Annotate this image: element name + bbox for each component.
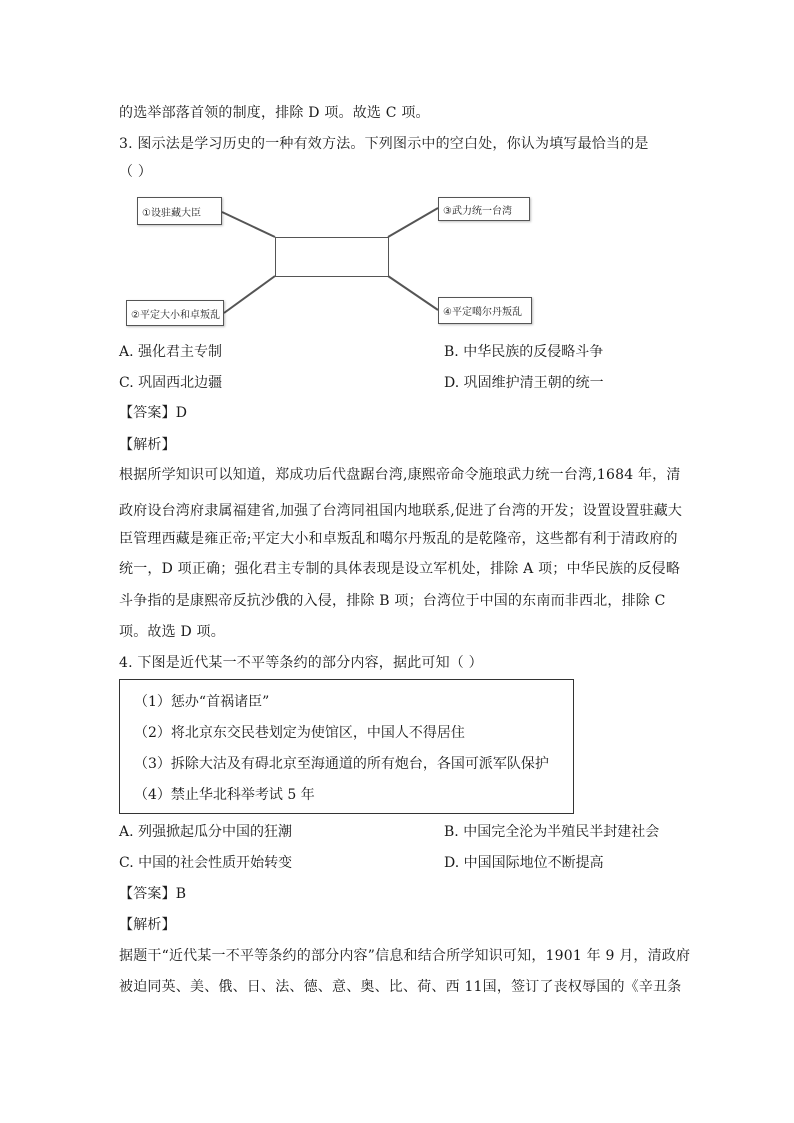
treaty-item: （3）拆除大沽及有碍北京至海通道的所有炮台，各国可派军队保护 xyxy=(134,756,549,772)
q4-answer: 【答案】B xyxy=(119,886,187,902)
q4-option-d: D. 中国国际地位不断提高 xyxy=(444,855,604,871)
q3-analysis-line: 臣管理西藏是雍正帝;平定大小和卓叛乱和噶尔丹叛乱的是乾隆帝，这些都有利于清政府的 xyxy=(119,531,678,547)
q4-option-b: B. 中国完全沦为半殖民半封建社会 xyxy=(444,824,660,840)
q3-analysis-line: 根据所学知识可以知道，郑成功后代盘踞台湾,康熙帝命令施琅武力统一台湾,1684 年，清 xyxy=(119,467,681,483)
q4-treaty-box xyxy=(119,679,574,814)
q3-option-b: B. 中华民族的反侵略斗争 xyxy=(444,344,604,360)
diagram-box-1: ①设驻藏大臣 xyxy=(137,197,222,225)
q3-analysis-line: 项。故选 D 项。 xyxy=(119,624,225,640)
q3-analysis-line: 斗争指的是康熙帝反抗沙俄的入侵，排除 B 项；台湾位于中国的东南而非西北，排除 C xyxy=(119,593,666,609)
q4-stem: 4. 下图是近代某一不平等条约的部分内容，据此可知（ ） xyxy=(119,655,483,671)
treaty-item: （1）惩办“首祸诸臣” xyxy=(134,694,270,710)
diagram-blank-box xyxy=(275,237,389,277)
q3-analysis-line: 政府设台湾府隶属福建省,加强了台湾同祖国内地联系,促进了台湾的开发；设置设置驻藏大 xyxy=(119,503,683,519)
q3-option-c: C. 巩固西北边疆 xyxy=(119,375,223,391)
q4-option-a: A. 列强掀起瓜分中国的狂潮 xyxy=(119,824,293,840)
treaty-item: （2）将北京东交民巷划定为使馆区，中国人不得居住 xyxy=(134,725,465,741)
q3-analysis-title: 【解析】 xyxy=(119,437,176,453)
q3-paren: （ ） xyxy=(119,164,153,180)
diagram-box-2: ②平定大小和卓叛乱 xyxy=(126,300,224,326)
diagram-box-4: ④平定噶尔丹叛乱 xyxy=(438,297,532,324)
q4-analysis-line: 据题干“近代某一不平等条约的部分内容”信息和结合所学知识可知，1901 年 9 月，清政府 xyxy=(119,948,691,964)
intro-line: 的选举部落首领的制度，排除 D 项。故选 C 项。 xyxy=(119,105,430,121)
q3-stem: 3. 图示法是学习历史的一种有效方法。下列图示中的空白处，你认为填写最恰当的是 xyxy=(119,136,649,152)
q4-analysis-title: 【解析】 xyxy=(119,917,176,933)
diagram-box-3: ③武力统一台湾 xyxy=(438,197,530,221)
q4-analysis-line: 被迫同英、美、俄、日、法、德、意、奥、比、荷、西 11国，签订了丧权辱国的《辛丑条 xyxy=(119,979,682,995)
q3-option-d: D. 巩固维护清王朝的统一 xyxy=(444,375,604,391)
q3-option-a: A. 强化君主专制 xyxy=(119,344,223,360)
q3-analysis-line: 统一，D 项正确；强化君主专制的具体表现是设立军机处，排除 A 项；中华民族的反侵略 xyxy=(119,561,681,577)
q3-answer: 【答案】D xyxy=(119,405,188,421)
treaty-item: （4）禁止华北科举考试 5 年 xyxy=(134,787,315,803)
q4-option-c: C. 中国的社会性质开始转变 xyxy=(119,855,293,871)
